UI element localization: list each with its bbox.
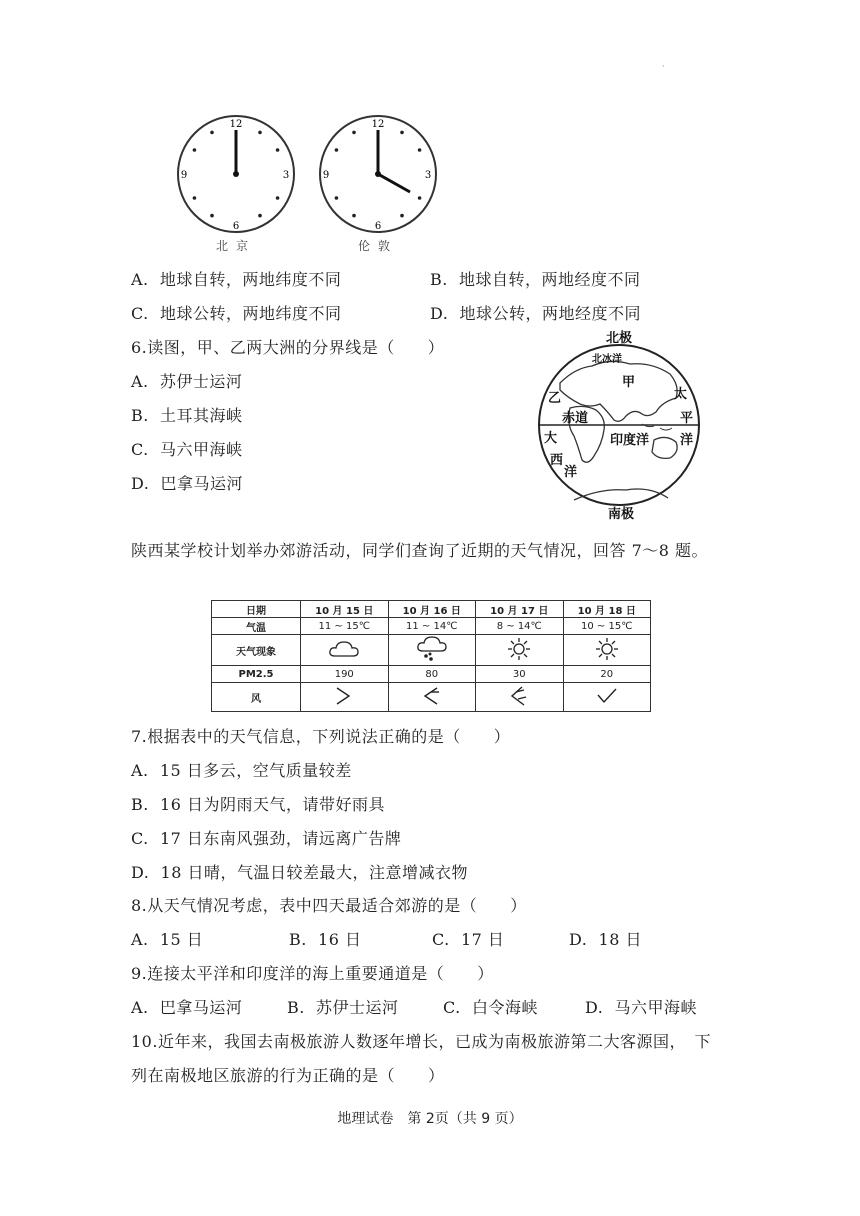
rain-cloud-icon [415, 636, 449, 662]
clock-number-12: 12 [371, 119, 385, 130]
q9-option-b[interactable] [287, 998, 399, 1018]
clock-beijing [174, 112, 298, 253]
cell-temp: 10 ~ 15℃ [563, 618, 651, 635]
label-atlantic-3: 洋 [564, 465, 578, 480]
label-atlantic-2: 西 [550, 453, 564, 468]
cell-temp: 8 ~ 14℃ [476, 618, 564, 635]
clock-number-6: 6 [232, 221, 240, 232]
q5-option-d[interactable] [430, 304, 641, 324]
q9-option-a[interactable] [131, 998, 242, 1018]
q6-stem: 6.读图，甲、乙两大洲的分界线是（ ） [131, 338, 445, 357]
cell-pm25: 190 [301, 666, 389, 683]
cell-pm25: 30 [476, 666, 564, 683]
cell-pm25: 80 [388, 666, 476, 683]
cell-wind [388, 683, 476, 712]
cell-wind [563, 683, 651, 712]
option-key: B. [430, 270, 448, 289]
clock-tick-dot [193, 196, 197, 200]
label-yi: 乙 [548, 391, 562, 406]
table-row [212, 666, 651, 683]
clock-number-6: 6 [374, 221, 382, 232]
cell-weather [476, 635, 564, 666]
clock-tick-dot [276, 196, 280, 200]
option-text: 地球公转，两地纬度不同 [159, 304, 342, 323]
weather-table [211, 600, 651, 712]
clock-tick-dot [276, 148, 280, 152]
label-pacific-2: 平 [680, 411, 694, 426]
cell-date: 10 月 18 日 [563, 601, 651, 618]
q6-option-a[interactable] [131, 372, 242, 392]
row-header-wind: 风 [212, 683, 301, 712]
cell-temp: 11 ~ 14℃ [388, 618, 476, 635]
option-key: D. [430, 304, 449, 323]
clock-face-beijing [174, 112, 298, 236]
option-text: 15 日多云，空气质量较差 [159, 761, 352, 780]
wind-barb-3-icon [506, 685, 532, 707]
label-arctic-ocean: 北冰洋 [592, 354, 622, 365]
option-text: 马六甲海峡 [614, 998, 698, 1017]
table-row [212, 618, 651, 635]
table-row [212, 635, 651, 666]
option-text: 18 日 [598, 930, 642, 949]
clock-number-9: 9 [180, 170, 188, 181]
option-text: 巴拿马运河 [159, 998, 243, 1017]
page-footer: 地理试卷 第 2页（共 9 页） [337, 1111, 523, 1127]
option-key: B. [289, 930, 307, 949]
q5-option-c[interactable] [131, 304, 341, 324]
clock-label-london: 伦敦 [358, 239, 399, 253]
q10-stem-line1: 10.近年来，我国去南极旅游人数逐年增长，已成为南极旅游第二大客源国， 下 [131, 1032, 711, 1051]
q6-option-c[interactable] [131, 440, 242, 460]
option-key: C. [443, 998, 461, 1017]
clock-number-12: 12 [229, 119, 243, 130]
clock-tick-dot [335, 196, 339, 200]
option-text: 16 日为阴雨天气，请带好雨具 [160, 795, 385, 814]
q7-option-b[interactable] [131, 795, 385, 815]
option-text: 巴拿马运河 [160, 474, 244, 493]
cell-wind [476, 683, 564, 712]
clock-tick-dot [418, 196, 422, 200]
clock-london [316, 112, 440, 253]
option-text: 18 日晴，气温日较差最大，注意增减衣物 [160, 863, 468, 882]
q8-stem: 8.从天气情况考虑，表中四天最适合郊游的是（ ） [131, 896, 527, 915]
option-text: 15 日 [159, 930, 204, 949]
clock-number-9: 9 [322, 170, 330, 181]
globe-map [530, 328, 710, 524]
row-header-pm25: PM2.5 [212, 666, 301, 683]
clock-number-3: 3 [282, 170, 290, 181]
cell-weather [388, 635, 476, 666]
q7-option-a[interactable] [131, 761, 352, 781]
clock-face-london [316, 112, 440, 236]
clock-tick-dot [400, 214, 404, 218]
cloudy-icon [327, 638, 361, 660]
option-text: 地球自转，两地经度不同 [459, 270, 641, 289]
q9-option-d[interactable] [585, 998, 697, 1018]
intro-7-8: 陕西某学校计划举办郊游活动，同学们查询了近期的天气情况，回答 7～8 题。 [131, 541, 709, 560]
option-key: C. [131, 304, 149, 323]
sunny-icon [507, 637, 531, 661]
label-equator: 赤道 [562, 411, 589, 426]
wind-barb-1-icon [331, 685, 357, 707]
q6-option-b[interactable] [131, 406, 243, 426]
option-text: 地球公转，两地经度不同 [459, 304, 642, 323]
q8-option-c[interactable] [432, 930, 504, 950]
option-key: D. [131, 474, 150, 493]
option-key: B. [131, 795, 149, 814]
clock-tick-dot [193, 148, 197, 152]
option-key: C. [432, 930, 450, 949]
clock-tick-dot [258, 131, 262, 135]
option-text: 白令海峡 [471, 998, 538, 1017]
q10-stem-line2: 列在南极地区旅游的行为正确的是（ ） [131, 1066, 445, 1085]
clock-tick-dot [258, 214, 262, 218]
sunny-icon [595, 637, 619, 661]
q8-option-d[interactable] [569, 930, 642, 950]
clock-tick-dot [335, 148, 339, 152]
clock-tick-dot [210, 131, 214, 135]
clock-label-beijing: 北京 [216, 239, 257, 253]
option-key: D. [585, 998, 604, 1017]
q9-option-c[interactable] [443, 998, 538, 1018]
option-text: 16 日 [318, 930, 362, 949]
clock-number-3: 3 [424, 170, 432, 181]
option-key: A. [131, 270, 149, 289]
option-key: C. [131, 440, 149, 459]
q8-option-a[interactable] [131, 930, 203, 950]
q5-option-b[interactable] [430, 270, 641, 290]
table-row [212, 683, 651, 712]
option-key: B. [287, 998, 305, 1017]
clock-tick-dot [352, 214, 356, 218]
label-jia: 甲 [622, 375, 636, 390]
cell-date: 10 月 16 日 [388, 601, 476, 618]
q7-option-d[interactable] [131, 863, 468, 883]
option-key: A. [131, 930, 149, 949]
cell-temp: 11 ~ 15℃ [301, 618, 389, 635]
cell-weather [563, 635, 651, 666]
option-key: A. [131, 372, 149, 391]
clock-tick-dot [352, 131, 356, 135]
option-text: 17 日 [460, 930, 505, 949]
option-key: C. [131, 829, 149, 848]
cell-weather [301, 635, 389, 666]
cell-wind [301, 683, 389, 712]
option-text: 17 日东南风强劲，请远离广告牌 [159, 829, 402, 848]
clock-tick-dot [210, 214, 214, 218]
option-key: A. [131, 761, 149, 780]
label-pacific-1: 太 [674, 387, 688, 402]
option-text: 苏伊士运河 [159, 372, 243, 391]
label-pacific-3: 洋 [680, 433, 694, 448]
option-key: B. [131, 406, 149, 425]
cell-date: 10 月 15 日 [301, 601, 389, 618]
option-text: 马六甲海峡 [159, 440, 243, 459]
q7-option-c[interactable] [131, 829, 401, 849]
option-key: D. [569, 930, 588, 949]
label-indian-ocean: 印度洋 [610, 433, 650, 448]
label-south-pole: 南极 [608, 507, 635, 522]
q9-stem: 9.连接太平洋和印度洋的海上重要通道是（ ） [131, 964, 494, 983]
q7-stem: 7.根据表中的天气信息，下列说法正确的是（ ） [131, 727, 511, 746]
row-header-temp: 气温 [212, 618, 301, 635]
option-text: 土耳其海峡 [160, 406, 243, 425]
option-key: A. [131, 998, 149, 1017]
label-north-pole: 北极 [606, 331, 633, 346]
page-mark: · [662, 62, 665, 71]
table-row [212, 601, 651, 618]
label-atlantic-1: 大 [544, 431, 558, 446]
cell-date: 10 月 17 日 [476, 601, 564, 618]
option-text: 地球自转，两地纬度不同 [159, 270, 342, 289]
cell-pm25: 20 [563, 666, 651, 683]
wind-barb-4-icon [594, 685, 620, 707]
row-header-date: 日期 [212, 601, 301, 618]
q6-option-d[interactable] [131, 474, 243, 494]
option-text: 苏伊士运河 [316, 998, 399, 1017]
q5-option-a[interactable] [131, 270, 341, 290]
wind-barb-2-icon [419, 685, 445, 707]
row-header-weather: 天气现象 [212, 635, 301, 666]
option-key: D. [131, 863, 150, 882]
clock-tick-dot [418, 148, 422, 152]
q8-option-b[interactable] [289, 930, 361, 950]
clock-tick-dot [400, 131, 404, 135]
